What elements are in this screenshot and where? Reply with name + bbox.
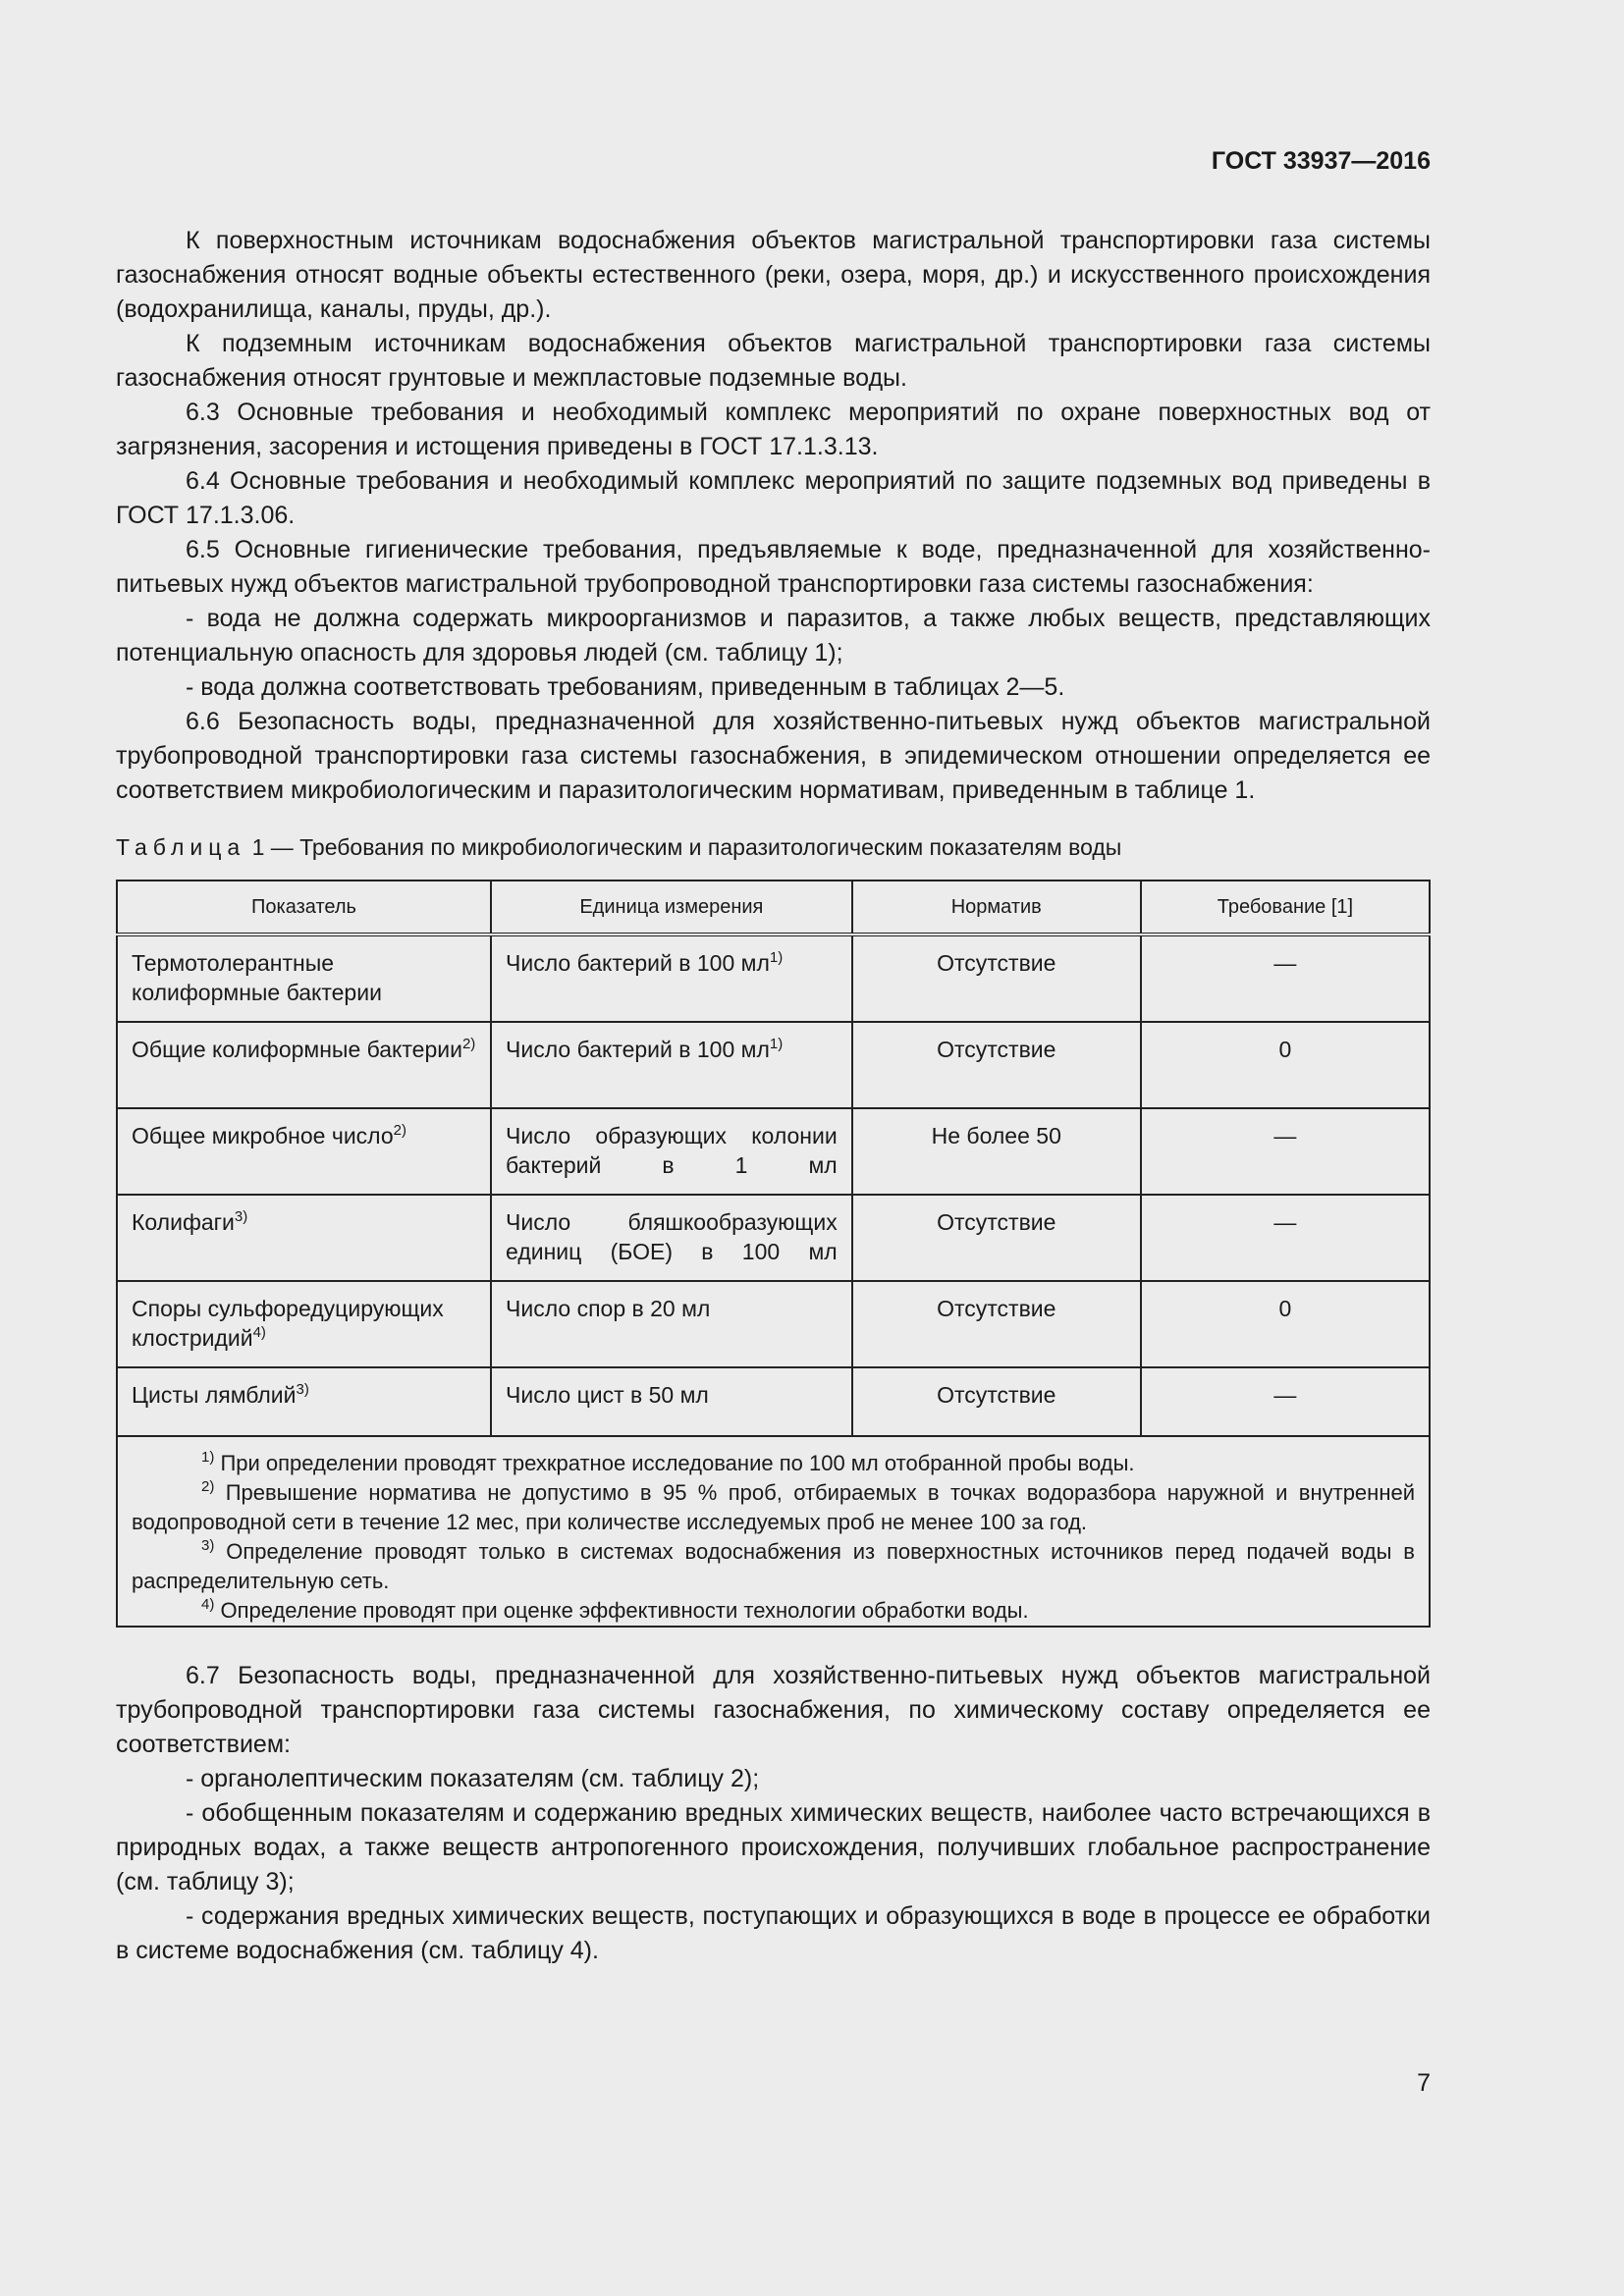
requirement-cell: — [1141, 1195, 1430, 1281]
norm-cell: Отсутствие [852, 934, 1141, 1022]
norm-cell: Отсутствие [852, 1195, 1141, 1281]
table-caption-label: Таблица [116, 834, 246, 860]
footnote: $^{1)}$ При определении проводят трехкратное исследование по 100 мл отобранной пробы воды. [201, 1449, 1135, 1475]
table-row [117, 1022, 1430, 1108]
table-notes-row [117, 1436, 1430, 1627]
unit-cell: Число цист в 50 мл [491, 1367, 852, 1436]
column-header: Единица измерения [491, 881, 852, 934]
footnote: $^{4)}$ Определение проводят при оценке эффективности технологии обработки воды. [201, 1596, 1029, 1623]
paragraph: 6.3 Основные требования и необходимый комплекс мероприятий по охране поверхностных вод от загрязнения, засорения и истощения приведены в ГОСТ 17.1.3.13. [116, 399, 1431, 460]
table-row [117, 1108, 1430, 1195]
paragraph: К подземным источникам водоснабжения объектов магистральной транспортировки газа системы газоснабжения относят грунтовые и межпластовые подземные воды. [116, 330, 1431, 392]
footnote: $^{2)}$ Превышение норматива не допустимо в 95 % проб, отбираемых в точках водоразбора наружной и внутренней водопроводной сети в течение 12 мес, при количестве исследуемых проб не менее 100 за год. [132, 1478, 1415, 1534]
table-row [117, 1367, 1430, 1436]
unit-cell: Число бляшкообразующих единиц (БОЕ) в 100 мл [491, 1195, 852, 1281]
norm-cell: Отсутствие [852, 1367, 1141, 1436]
column-header: Требование [1] [1141, 881, 1430, 934]
footnote: $^{3)}$ Определение проводят только в системах водоснабжения из поверхностных источников перед подачей воды в распределительную сеть. [132, 1537, 1415, 1593]
table-notes [117, 1436, 1430, 1627]
paragraph: 6.6 Безопасность воды, предназначенной для хозяйственно-питьевых нужд объектов магистральной трубопроводной транспортировки газа системы газоснабжения, в эпидемическом отношении определяется ее соответствием микробиологическим и паразитологическим нормативам, приведенным в таблице 1. [116, 708, 1431, 804]
column-header: Норматив [852, 881, 1141, 934]
table-row [117, 934, 1430, 1022]
unit-cell: Число образующих колонии бактерий в 1 мл [491, 1108, 852, 1195]
page-number: 7 [1417, 2069, 1431, 2097]
paragraph: 6.7 Безопасность воды, предназначенной для хозяйственно-питьевых нужд объектов магистральной трубопроводной транспортировки газа системы газоснабжения, по химическому составу определяется ее соответствием: [116, 1662, 1431, 1758]
requirement-cell: — [1141, 934, 1430, 1022]
list-item: - органолептическим показателям (см. таблицу 2); [186, 1765, 760, 1792]
norm-cell: Отсутствие [852, 1281, 1141, 1367]
requirement-cell: 0 [1141, 1022, 1430, 1108]
requirements-table [116, 880, 1431, 1628]
list-item: - содержания вредных химических веществ, поступающих и образующихся в воде в процессе ее обработки в системе водоснабжения (см. таблицу 4). [116, 1902, 1431, 1964]
paragraph: 6.4 Основные требования и необходимый комплекс мероприятий по защите подземных вод приведены в ГОСТ 17.1.3.06. [116, 467, 1431, 529]
unit-cell: Число спор в 20 мл [491, 1281, 852, 1367]
requirement-cell: 0 [1141, 1281, 1430, 1367]
table-caption [116, 832, 1431, 862]
indicator-cell: Цисты лямблий$^{3)}$ [117, 1367, 491, 1436]
list-item: - вода должна соответствовать требованиям, приведенным в таблицах 2—5. [186, 673, 1065, 701]
indicator-cell: Общее микробное число$^{2)}$ [117, 1108, 491, 1195]
document-header: ГОСТ 33937—2016 [1211, 147, 1431, 175]
unit-cell: Число бактерий в 100 $мл^{1)}$ [491, 934, 852, 1022]
table-row [117, 1195, 1430, 1281]
column-header: Показатель [117, 881, 491, 934]
requirement-cell: — [1141, 1367, 1430, 1436]
unit-cell: Число бактерий в 100 $мл^{1)}$ [491, 1022, 852, 1108]
indicator-cell: Общие колиформные бактерии$^{2)}$ [117, 1022, 491, 1108]
paragraph: К поверхностным источникам водоснабжения объектов магистральной транспортировки газа системы газоснабжения относят водные объекты естественного (реки, озера, моря, др.) и искусственного происхождения (водохранилища, каналы, пруды, др.). [116, 227, 1431, 323]
indicator-cell: Колифаги$^{3)}$ [117, 1195, 491, 1281]
page-content [116, 224, 1431, 1968]
paragraph: 6.5 Основные гигиенические требования, предъявляемые к воде, предназначенной для хозяйственно-питьевых нужд объектов магистральной трубопроводной транспортировки газа системы газоснабжения: [116, 536, 1431, 598]
section-after-table [116, 1659, 1431, 1968]
indicator-cell: Термотолерантные колиформные бактерии [117, 934, 491, 1022]
indicator-cell: Споры сульфоредуцирующих клостридий$^{4)}$ [117, 1281, 491, 1367]
list-item: - обобщенным показателям и содержанию вредных химических веществ, наиболее часто встречающихся в природных водах, а также веществ антропогенного происхождения, получивших глобальное распространение (см. таблицу 3); [116, 1799, 1431, 1896]
norm-cell: Отсутствие [852, 1022, 1141, 1108]
table-row [117, 1281, 1430, 1367]
table-header-row [117, 881, 1430, 934]
list-item: - вода не должна содержать микроорганизмов и паразитов, а также любых веществ, представляющих потенциальную опасность для здоровья людей (см. таблицу 1); [116, 605, 1431, 667]
table-caption-text: 1 — Требования по микробиологическим и паразитологическим показателям воды [245, 834, 1122, 860]
norm-cell: Не более 50 [852, 1108, 1141, 1195]
requirement-cell: — [1141, 1108, 1430, 1195]
